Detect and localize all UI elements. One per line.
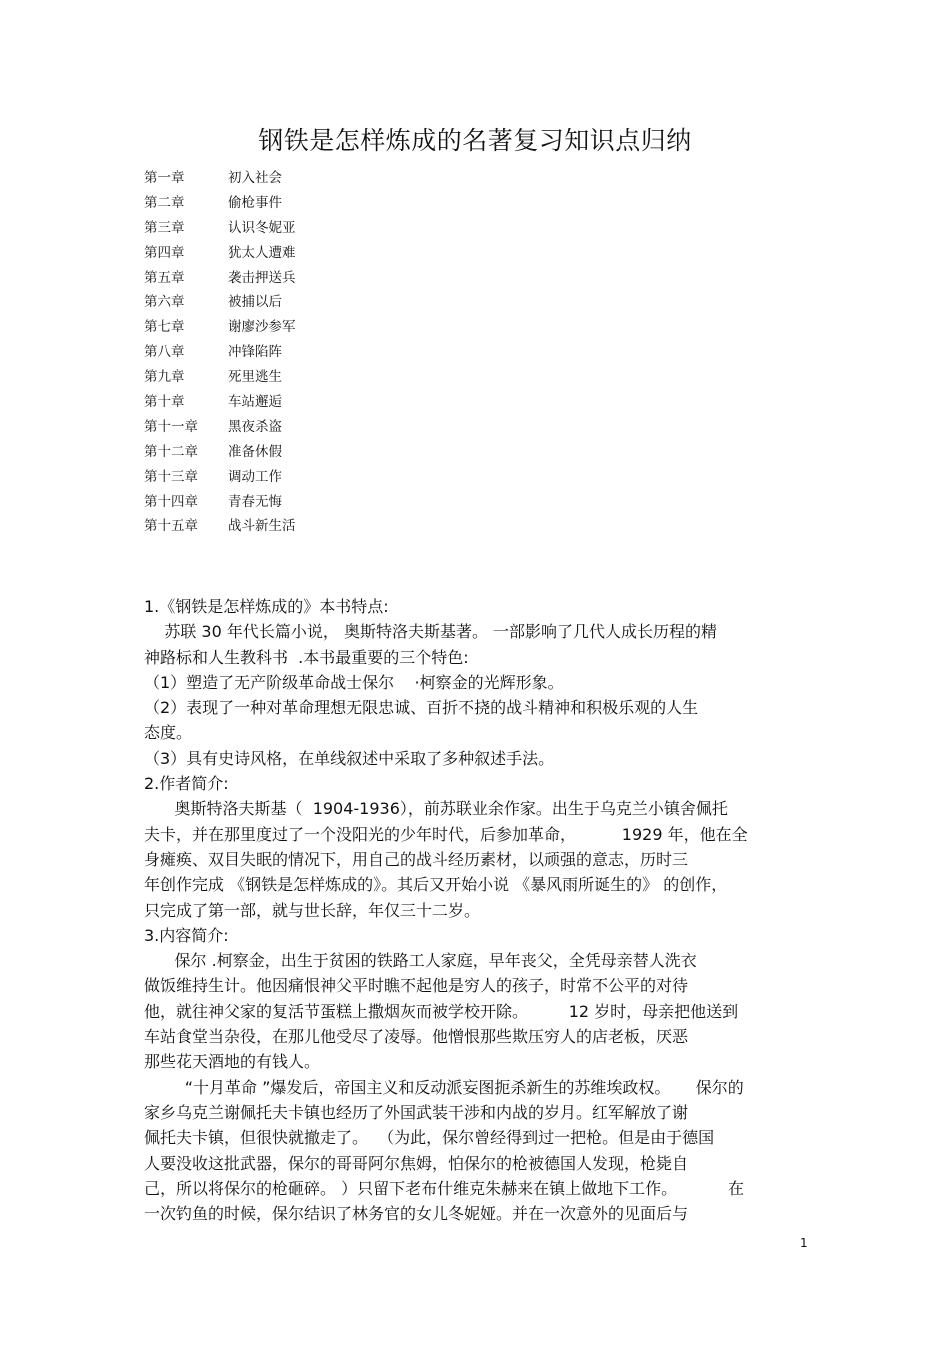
text-line: 做饭维持生计。他因痛恨神父平时瞧不起他是穷人的孩子，时常不公平的对待 [144, 976, 689, 996]
toc-chapter-name: 黑夜杀盗 [228, 418, 282, 435]
toc-row [144, 365, 296, 390]
text-line: 车站食堂当杂役，在那儿他受尽了凌辱。他憎恨那些欺压穷人的店老板，厌恶 [144, 1027, 689, 1047]
toc-chapter-number: 第五章 [144, 269, 185, 286]
toc-row [144, 191, 296, 216]
toc-chapter-number: 第九章 [144, 369, 185, 386]
text-line: （1）塑造了无产阶级革命战士保尔 ·柯察金的光辉形象。 [144, 672, 564, 692]
toc-chapter-number: 第一章 [144, 170, 185, 186]
toc-row [144, 315, 296, 340]
text-line: 苏联 30 年代长篇小说， 奥斯特洛夫斯基著。 一部影响了几代人成长历程的精 [144, 622, 718, 642]
toc-chapter-number: 第十二章 [144, 443, 198, 460]
text-line: 己，所以将保尔的枪砸碎。 ）只留下老布什维克朱赫来在镇上做地下工作。 在 [144, 1178, 744, 1198]
toc-row [144, 415, 296, 440]
toc-row [144, 241, 296, 266]
text-line: 神路标和人生教科书 .本书最重要的三个特色: [144, 647, 469, 667]
text-line: 佩托夫卡镇，但很快就撤走了。 （为此，保尔曾经得到过一把枪。但是由于德国 [144, 1128, 715, 1148]
toc-row [144, 290, 296, 315]
text-line: 奥斯特洛夫斯基（ 1904-1936），前苏联业余作家。出生于乌克兰小镇舍佩托 [144, 799, 728, 819]
text-line: 态度。 [144, 723, 193, 743]
toc-chapter-name: 战斗新生活 [228, 518, 296, 535]
toc-chapter-name: 袭击押送兵 [228, 269, 296, 286]
toc-row [144, 440, 296, 465]
text-line: 家乡乌克兰谢佩托夫卡镇也经历了外国武装干涉和内战的岁月。红军解放了谢 [144, 1102, 689, 1122]
toc-chapter-number: 第三章 [144, 219, 185, 236]
page-number: 1 [800, 1236, 808, 1250]
toc-row [144, 166, 296, 191]
toc-chapter-name: 被捕以后 [228, 294, 282, 311]
text-line: 夫卡，并在那里度过了一个没阳光的少年时代，后参加革命， 1929 年，他在全 [144, 824, 748, 844]
toc-chapter-name: 犹太人遭难 [228, 244, 296, 261]
text-line: 年创作完成 《钢铁是怎样炼成的》。其后又开始小说 《暴风雨所诞生的》 的创作， [144, 875, 728, 895]
text-line: 一次钓鱼的时候，保尔结识了林务官的女儿冬妮娅。并在一次意外的见面后与 [144, 1204, 689, 1224]
body-text [144, 594, 812, 1226]
toc-row [144, 266, 296, 291]
toc-chapter-number: 第四章 [144, 244, 185, 261]
toc-row [144, 514, 296, 539]
toc-chapter-name: 青春无悔 [228, 493, 282, 510]
toc-row [144, 340, 296, 365]
toc-chapter-name: 谢廖沙参军 [228, 319, 296, 336]
text-line: 那些花天酒地的有钱人。 [144, 1052, 321, 1072]
toc-chapter-name: 初入社会 [228, 170, 282, 186]
toc-chapter-name: 偷枪事件 [228, 194, 282, 211]
text-line: 只完成了第一部，就与世长辞，年仅三十二岁。 [144, 900, 481, 920]
text-line: 2.作者简介: [144, 774, 229, 794]
toc-row [144, 465, 296, 490]
table-of-contents [144, 166, 296, 539]
toc-chapter-number: 第八章 [144, 344, 185, 361]
toc-chapter-number: 第十章 [144, 394, 185, 411]
text-line: 他，就往神父家的复活节蛋糕上撒烟灰而被学校开除。 12 岁时，母亲把他送到 [144, 1001, 739, 1021]
page-title: 钢铁是怎样炼成的名著复习知识点归纳 [258, 126, 692, 155]
text-line: 1.《钢铁是怎样炼成的》本书特点: [144, 597, 389, 616]
toc-chapter-name: 冲锋陷阵 [228, 344, 282, 361]
toc-chapter-number: 第十一章 [144, 418, 198, 435]
toc-chapter-name: 认识冬妮亚 [228, 219, 296, 236]
toc-row [144, 216, 296, 241]
text-line: 保尔 .柯察金，出生于贫困的铁路工人家庭，早年丧父，全凭母亲替人洗衣 [144, 951, 697, 971]
toc-chapter-name: 准备休假 [228, 443, 282, 460]
toc-row [144, 490, 296, 515]
toc-chapter-number: 第十四章 [144, 493, 198, 510]
toc-row [144, 390, 296, 415]
text-line: “十月革命 ”爆发后，帝国主义和反动派妄图扼杀新生的苏维埃政权。 保尔的 [144, 1077, 744, 1097]
toc-chapter-name: 死里逃生 [228, 369, 282, 386]
text-line: 3.内容简介: [144, 925, 229, 945]
toc-chapter-number: 第二章 [144, 194, 185, 211]
toc-chapter-number: 第七章 [144, 319, 185, 336]
toc-chapter-name: 车站邂逅 [228, 394, 282, 411]
text-line: 身瘫痪、双目失眠的情况下，用自己的战斗经历素材，以顽强的意志，历时三 [144, 849, 689, 869]
text-line: 人要没收这批武器，保尔的哥哥阿尔焦姆，怕保尔的枪被德国人发现，枪毙自 [144, 1153, 689, 1173]
text-line: （2）表现了一种对革命理想无限忠诚、百折不挠的战斗精神和积极乐观的人生 [144, 698, 699, 718]
toc-chapter-number: 第十五章 [144, 518, 198, 535]
text-line: （3）具有史诗风格，在单线叙述中采取了多种叙述手法。 [144, 748, 555, 768]
toc-chapter-name: 调动工作 [228, 468, 282, 485]
toc-chapter-number: 第十三章 [144, 468, 198, 485]
toc-chapter-number: 第六章 [144, 294, 185, 311]
